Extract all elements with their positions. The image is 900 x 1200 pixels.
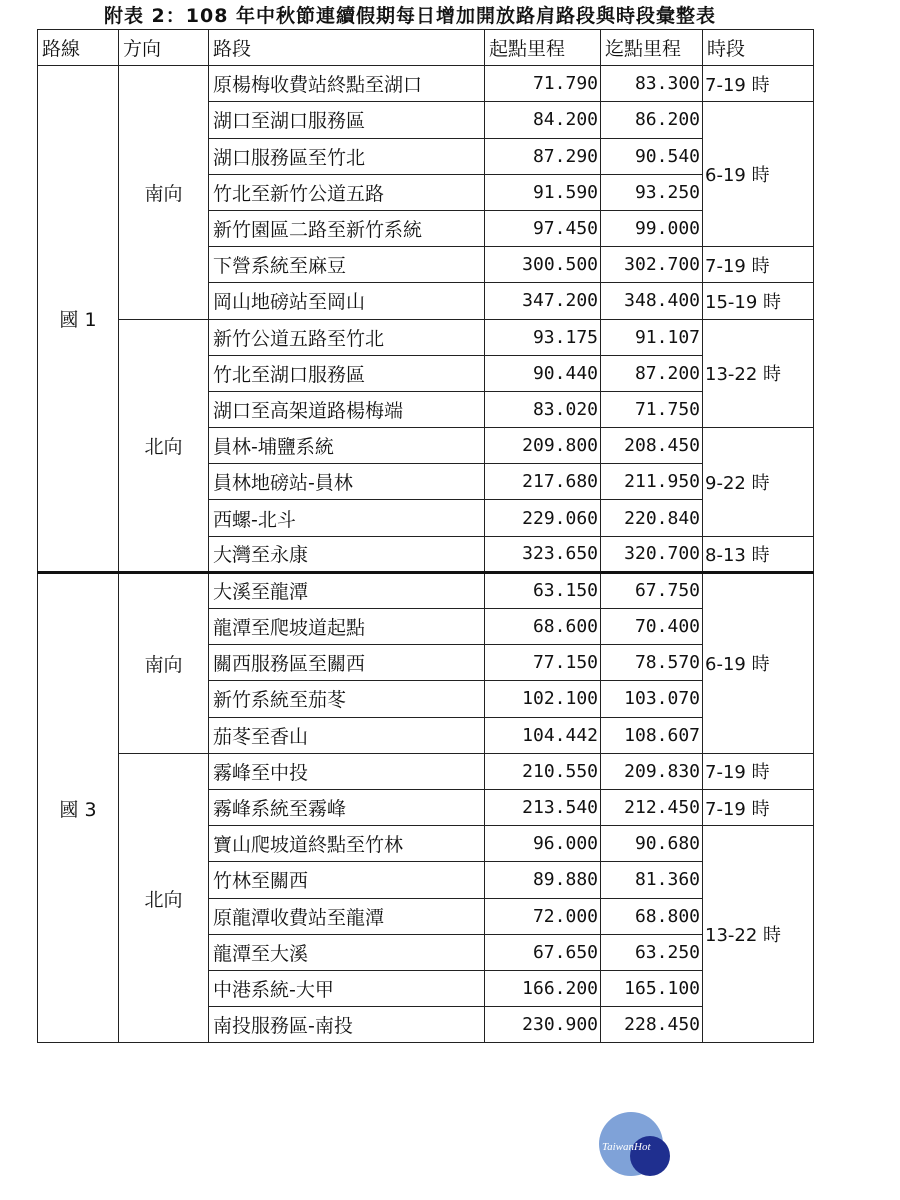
table-row — [38, 319, 814, 355]
segment-cell: 原楊梅收費站終點至湖口 — [209, 66, 485, 102]
segment-cell: 下營系統至麻豆 — [209, 247, 485, 283]
segment-cell: 關西服務區至關西 — [209, 645, 485, 681]
end-km-cell: 83.300 — [601, 66, 703, 102]
start-km-cell: 102.100 — [485, 681, 601, 717]
segment-cell: 霧峰系統至霧峰 — [209, 789, 485, 825]
start-km-cell: 93.175 — [485, 319, 601, 355]
start-km-cell: 210.550 — [485, 753, 601, 789]
start-km-cell: 90.440 — [485, 355, 601, 391]
end-km-cell: 302.700 — [601, 247, 703, 283]
header-time: 時段 — [703, 30, 814, 66]
start-km-cell: 217.680 — [485, 464, 601, 500]
end-km-cell: 93.250 — [601, 174, 703, 210]
segment-cell: 原龍潭收費站至龍潭 — [209, 898, 485, 934]
time-cell: 7-19 時 — [703, 789, 814, 825]
end-km-cell: 108.607 — [601, 717, 703, 753]
segment-cell: 南投服務區-南投 — [209, 1007, 485, 1043]
segment-cell: 竹北至湖口服務區 — [209, 355, 485, 391]
start-km-cell: 97.450 — [485, 210, 601, 246]
segment-cell: 湖口至高架道路楊梅端 — [209, 391, 485, 427]
segment-cell: 新竹系統至茄苳 — [209, 681, 485, 717]
time-cell: 9-22 時 — [703, 428, 814, 537]
start-km-cell: 213.540 — [485, 789, 601, 825]
segment-cell: 湖口服務區至竹北 — [209, 138, 485, 174]
end-km-cell: 228.450 — [601, 1007, 703, 1043]
start-km-cell: 83.020 — [485, 391, 601, 427]
segment-cell: 龍潭至爬坡道起點 — [209, 609, 485, 645]
table-row — [38, 753, 814, 789]
route-cell: 國 1 — [38, 66, 119, 573]
end-km-cell: 220.840 — [601, 500, 703, 536]
start-km-cell: 72.000 — [485, 898, 601, 934]
header-start-km: 起點里程 — [485, 30, 601, 66]
end-km-cell: 63.250 — [601, 934, 703, 970]
segment-cell: 寶山爬坡道終點至竹林 — [209, 826, 485, 862]
end-km-cell: 81.360 — [601, 862, 703, 898]
start-km-cell: 229.060 — [485, 500, 601, 536]
segment-cell: 大溪至龍潭 — [209, 572, 485, 608]
table-title: 附表 2：108 年中秋節連續假期每日增加開放路肩路段與時段彙整表 — [103, 5, 717, 27]
time-cell: 8-13 時 — [703, 536, 814, 572]
time-cell: 7-19 時 — [703, 66, 814, 102]
start-km-cell: 96.000 — [485, 826, 601, 862]
start-km-cell: 347.200 — [485, 283, 601, 319]
end-km-cell: 70.400 — [601, 609, 703, 645]
segment-cell: 岡山地磅站至岡山 — [209, 283, 485, 319]
time-cell: 13-22 時 — [703, 319, 814, 428]
segment-cell: 竹北至新竹公道五路 — [209, 174, 485, 210]
start-km-cell: 300.500 — [485, 247, 601, 283]
segment-cell: 員林-埔鹽系統 — [209, 428, 485, 464]
table-row — [38, 572, 814, 608]
time-cell: 7-19 時 — [703, 247, 814, 283]
header-direction: 方向 — [119, 30, 209, 66]
end-km-cell: 99.000 — [601, 210, 703, 246]
segment-cell: 西螺-北斗 — [209, 500, 485, 536]
end-km-cell: 90.540 — [601, 138, 703, 174]
logo-text: TaiwanHot — [602, 1141, 651, 1153]
end-km-cell: 212.450 — [601, 789, 703, 825]
start-km-cell: 71.790 — [485, 66, 601, 102]
start-km-cell: 63.150 — [485, 572, 601, 608]
end-km-cell: 103.070 — [601, 681, 703, 717]
header-end-km: 迄點里程 — [601, 30, 703, 66]
end-km-cell: 68.800 — [601, 898, 703, 934]
end-km-cell: 348.400 — [601, 283, 703, 319]
start-km-cell: 91.590 — [485, 174, 601, 210]
shoulder-schedule-table — [37, 29, 814, 1043]
start-km-cell: 104.442 — [485, 717, 601, 753]
start-km-cell: 89.880 — [485, 862, 601, 898]
start-km-cell: 67.650 — [485, 934, 601, 970]
segment-cell: 龍潭至大溪 — [209, 934, 485, 970]
segment-cell: 湖口至湖口服務區 — [209, 102, 485, 138]
start-km-cell: 166.200 — [485, 970, 601, 1006]
end-km-cell: 165.100 — [601, 970, 703, 1006]
end-km-cell: 67.750 — [601, 572, 703, 608]
end-km-cell: 78.570 — [601, 645, 703, 681]
segment-cell: 中港系統-大甲 — [209, 970, 485, 1006]
start-km-cell: 84.200 — [485, 102, 601, 138]
time-cell: 7-19 時 — [703, 753, 814, 789]
segment-cell: 茄苳至香山 — [209, 717, 485, 753]
segment-cell: 新竹公道五路至竹北 — [209, 319, 485, 355]
time-cell: 6-19 時 — [703, 572, 814, 753]
header-row — [38, 30, 814, 66]
segment-cell: 霧峰至中投 — [209, 753, 485, 789]
start-km-cell: 209.800 — [485, 428, 601, 464]
route-cell: 國 3 — [38, 572, 119, 1042]
end-km-cell: 209.830 — [601, 753, 703, 789]
header-segment: 路段 — [209, 30, 485, 66]
end-km-cell: 211.950 — [601, 464, 703, 500]
end-km-cell: 91.107 — [601, 319, 703, 355]
segment-cell: 大灣至永康 — [209, 536, 485, 572]
direction-cell: 南向 — [119, 572, 209, 753]
time-cell: 15-19 時 — [703, 283, 814, 319]
direction-cell: 北向 — [119, 753, 209, 1043]
segment-cell: 員林地磅站-員林 — [209, 464, 485, 500]
start-km-cell: 77.150 — [485, 645, 601, 681]
start-km-cell: 68.600 — [485, 609, 601, 645]
end-km-cell: 320.700 — [601, 536, 703, 572]
end-km-cell: 87.200 — [601, 355, 703, 391]
header-route: 路線 — [38, 30, 119, 66]
start-km-cell: 230.900 — [485, 1007, 601, 1043]
end-km-cell: 86.200 — [601, 102, 703, 138]
end-km-cell: 71.750 — [601, 391, 703, 427]
time-cell: 6-19 時 — [703, 102, 814, 247]
start-km-cell: 323.650 — [485, 536, 601, 572]
end-km-cell: 90.680 — [601, 826, 703, 862]
direction-cell: 南向 — [119, 66, 209, 319]
direction-cell: 北向 — [119, 319, 209, 572]
taiwanhot-logo — [598, 1110, 670, 1182]
start-km-cell: 87.290 — [485, 138, 601, 174]
segment-cell: 新竹園區二路至新竹系統 — [209, 210, 485, 246]
end-km-cell: 208.450 — [601, 428, 703, 464]
time-cell: 13-22 時 — [703, 826, 814, 1043]
segment-cell: 竹林至關西 — [209, 862, 485, 898]
table-row — [38, 66, 814, 102]
